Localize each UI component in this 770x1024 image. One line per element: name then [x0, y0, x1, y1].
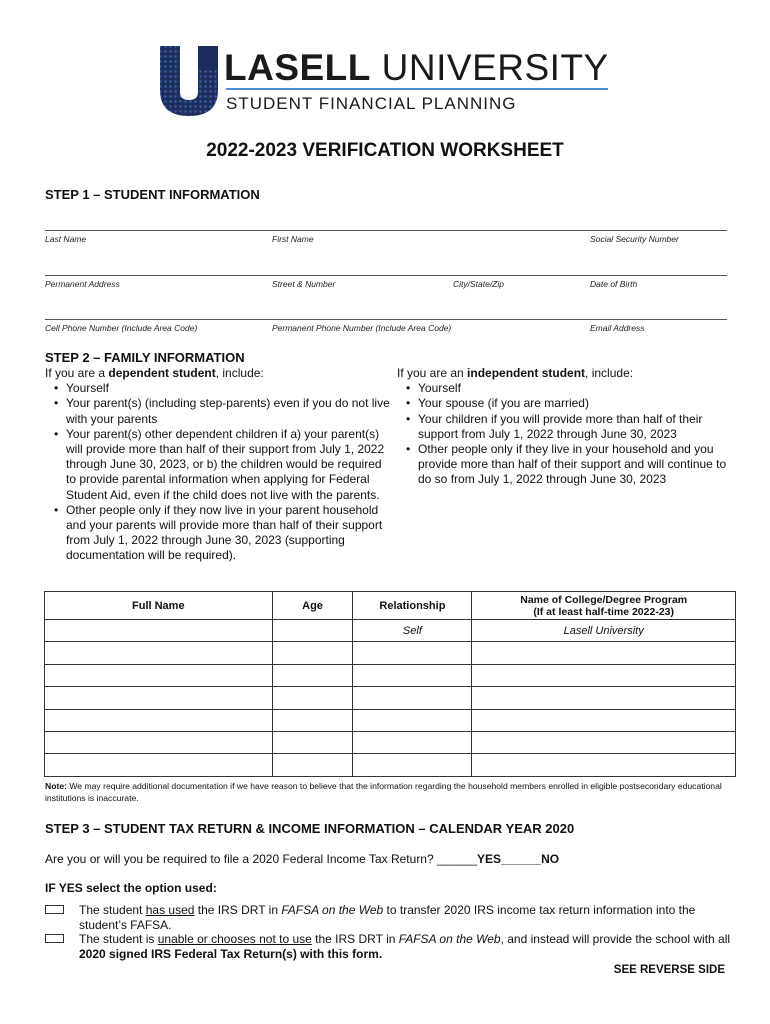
tax-return-question: Are you or will you be required to file a 2020 Federal Income Tax Return? ______YES______NO: [45, 852, 560, 866]
label-permanent-phone: Permanent Phone Number (Include Area Code): [272, 323, 452, 333]
label-city-state-zip: City/State/Zip: [453, 279, 505, 289]
dependent-student-section: [45, 366, 390, 564]
dependent-intro: If you are a dependent student, include:: [45, 366, 264, 380]
step2-heading: STEP 2 – FAMILY INFORMATION: [45, 350, 245, 365]
list-item: • Your spouse (if you are married): [397, 396, 727, 411]
cell-college[interactable]: [472, 731, 736, 753]
independent-student-section: [397, 366, 727, 488]
cell-relationship[interactable]: [353, 754, 472, 776]
list-item: • Your parent(s) (including step-parents) even if you do not live with your parents: [45, 396, 390, 426]
independent-list: [397, 381, 727, 487]
checkbox-drt-used[interactable]: [45, 905, 64, 914]
col-header-college: Name of College/Degree Program (If at least half-time 2022-23): [472, 592, 736, 620]
cell-age[interactable]: [272, 687, 353, 709]
cell-college[interactable]: [472, 754, 736, 776]
office-name: STUDENT FINANCIAL PLANNING: [226, 94, 517, 113]
label-date-of-birth: Date of Birth: [590, 279, 638, 289]
table-row: [45, 687, 736, 709]
list-item: • Yourself: [397, 381, 727, 396]
label-email: Email Address: [590, 323, 645, 333]
cell-relationship[interactable]: [353, 687, 472, 709]
field-line-row3[interactable]: [45, 319, 727, 320]
table-row: [45, 642, 736, 664]
table-row: [45, 709, 736, 731]
option-text: The student has used the IRS DRT in FAFSA on the Web to transfer 2020 IRS income tax return information into the student’s FAFSA.: [79, 903, 696, 932]
list-item: • Your children if you will provide more than half of their support from July 1, 2022 through June 30, 2023: [397, 412, 727, 442]
table-row: [45, 620, 736, 642]
cell-college[interactable]: [472, 642, 736, 664]
cell-full-name[interactable]: [45, 642, 273, 664]
cell-full-name[interactable]: [45, 709, 273, 731]
col-header-full-name: Full Name: [45, 592, 273, 620]
cell-full-name[interactable]: [45, 664, 273, 686]
cell-full-name[interactable]: [45, 731, 273, 753]
cell-age[interactable]: [272, 664, 353, 686]
label-first-name: First Name: [272, 234, 314, 244]
list-item: • Other people only if they live in your household and you provide more than half of their support and will continue to do so from July 1, 2022 through June 30, 2023: [397, 442, 727, 488]
if-yes-heading: IF YES select the option used:: [45, 881, 217, 895]
table-row: [45, 731, 736, 753]
option-text: The student is unable or chooses not to use the IRS DRT in FAFSA on the Web, and instead will provide the school with all 2020 signed IRS Federal Tax Return(s) with this form.: [79, 932, 731, 961]
list-item: • Your parent(s) other dependent children if a) your parent(s) will provide more than half of their support from July 1, 2022 through June 30, 2023, or b) the children would be required to provide parental information when applying for Federal Student Aid, even if the child does not live with the parents.: [45, 427, 390, 503]
no-option[interactable]: NO: [541, 852, 560, 866]
cell-full-name[interactable]: [45, 754, 273, 776]
document-title: 2022-2023 VERIFICATION WORKSHEET: [206, 140, 564, 161]
cell-relationship[interactable]: [353, 731, 472, 753]
cell-age[interactable]: [272, 620, 353, 642]
dependent-list: [45, 381, 390, 563]
cell-college[interactable]: [472, 664, 736, 686]
cell-age[interactable]: [272, 754, 353, 776]
see-reverse-side: SEE REVERSE SIDE: [613, 964, 725, 976]
cell-relationship[interactable]: [353, 709, 472, 731]
cell-relationship[interactable]: Self: [353, 620, 472, 642]
label-last-name: Last Name: [45, 234, 87, 244]
lasell-u-logo-icon: [158, 44, 220, 116]
list-item: • Yourself: [45, 381, 390, 396]
list-item: • Other people only if they now live in your parent household and your parents will provide more than half of their support from July 1, 2022 through June 30, 2023 (supporting documentation will be required).: [45, 503, 390, 564]
step1-heading: STEP 1 – STUDENT INFORMATION: [45, 187, 260, 202]
yes-option[interactable]: YES: [477, 852, 502, 866]
university-header: [158, 42, 618, 120]
field-line-row1[interactable]: [45, 230, 727, 231]
cell-college[interactable]: Lasell University: [472, 620, 736, 642]
university-name: LASELL UNIVERSITY: [224, 47, 609, 88]
household-members-table: [44, 591, 736, 777]
cell-college[interactable]: [472, 687, 736, 709]
checkbox-tax-return[interactable]: [45, 934, 64, 943]
cell-age[interactable]: [272, 642, 353, 664]
cell-full-name[interactable]: [45, 687, 273, 709]
label-permanent-address: Permanent Address: [45, 279, 120, 289]
cell-full-name[interactable]: [45, 620, 273, 642]
label-ssn: Social Security Number: [590, 234, 679, 244]
cell-age[interactable]: [272, 731, 353, 753]
label-street-number: Street & Number: [272, 279, 336, 289]
cell-relationship[interactable]: [353, 642, 472, 664]
household-note: Note: We may require additional documentation if we have reason to believe that the information regarding the household members enrolled in eligible postsecondary educational institutions is inaccurate.: [45, 781, 722, 803]
cell-relationship[interactable]: [353, 664, 472, 686]
independent-intro: If you are an independent student, include:: [397, 366, 634, 380]
table-row: [45, 664, 736, 686]
table-row: [45, 754, 736, 776]
step3-heading: STEP 3 – STUDENT TAX RETURN & INCOME INFORMATION – CALENDAR YEAR 2020: [45, 821, 575, 836]
field-line-row2[interactable]: [45, 275, 727, 276]
cell-college[interactable]: [472, 709, 736, 731]
cell-age[interactable]: [272, 709, 353, 731]
label-cell-phone: Cell Phone Number (Include Area Code): [45, 323, 198, 333]
table-header-row: [45, 592, 736, 620]
col-header-age: Age: [272, 592, 353, 620]
col-header-relationship: Relationship: [353, 592, 472, 620]
header-accent-line: [226, 88, 608, 90]
